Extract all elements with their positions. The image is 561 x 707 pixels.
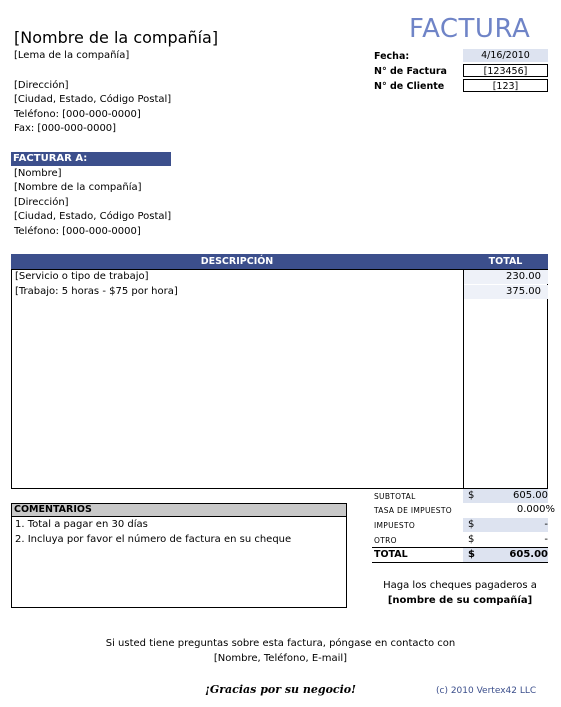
- subtotal-value: 605.00: [513, 490, 548, 501]
- copyright-link[interactable]: (c) 2010 Vertex42 LLC: [436, 686, 537, 696]
- comments-header: COMENTARIOS: [11, 503, 347, 517]
- other-label: OTRO: [374, 536, 397, 545]
- item-amount[interactable]: 230.00: [506, 271, 541, 282]
- total-bottom-rule: [372, 562, 548, 563]
- bill-to-phone: Teléfono: [000-000-0000]: [14, 226, 141, 237]
- item-description[interactable]: [Servicio o tipo de trabajo]: [15, 271, 149, 282]
- bill-to-address: [Dirección]: [14, 197, 69, 208]
- company-address: [Dirección]: [14, 80, 69, 91]
- tax-rate-label: TASA DE IMPUESTO: [374, 506, 452, 515]
- items-table-header: [11, 254, 548, 269]
- footer-contact: [Nombre, Teléfono, E-mail]: [213, 653, 348, 664]
- company-slogan: [Lema de la compañía]: [14, 50, 130, 61]
- tax-shade: [463, 518, 548, 532]
- items-table: [11, 269, 548, 489]
- invoice-title: FACTURA: [409, 14, 531, 44]
- column-divider: [463, 270, 464, 488]
- invoice-number-field[interactable]: [123456]: [463, 64, 548, 77]
- total-label: TOTAL: [374, 549, 408, 560]
- company-city: [Ciudad, Estado, Código Postal]: [14, 94, 172, 105]
- date-label: Fecha:: [374, 51, 410, 62]
- bill-to-company: [Nombre de la compañía]: [14, 182, 142, 193]
- subtotal-currency: $: [468, 490, 475, 501]
- item-amount[interactable]: 375.00: [506, 286, 541, 297]
- other-currency: $: [468, 534, 475, 545]
- bill-to-city: [Ciudad, Estado, Código Postal]: [14, 211, 172, 222]
- company-name: [Nombre de la compañía]: [14, 28, 219, 47]
- tax-label: IMPUESTO: [374, 521, 416, 530]
- comments-box[interactable]: [11, 516, 347, 608]
- bill-to-header: FACTURAR A:: [11, 152, 171, 166]
- company-phone: Teléfono: [000-000-0000]: [14, 109, 141, 120]
- invoice-number-label: N° de Factura: [374, 66, 447, 77]
- footer-question: Si usted tiene preguntas sobre esta factura, póngase en contacto con: [105, 638, 456, 649]
- tax-currency: $: [468, 519, 475, 530]
- item-description[interactable]: [Trabajo: 5 horas - $75 por hora]: [15, 286, 178, 297]
- client-number-field[interactable]: [123]: [463, 79, 548, 92]
- bill-to-name: [Nombre]: [14, 168, 62, 179]
- thank-you-message: ¡Gracias por su negocio!: [205, 683, 356, 696]
- checks-payable-company: [nombre de su compañía]: [387, 595, 533, 606]
- total-column-header: TOTAL: [488, 256, 523, 267]
- subtotal-label: SUBTOTAL: [374, 492, 416, 501]
- total-value: 605.00: [509, 549, 548, 560]
- checks-payable-text: Haga los cheques pagaderos a: [383, 580, 537, 591]
- other-value[interactable]: -: [544, 534, 548, 545]
- tax-rate-value[interactable]: 0.000%: [516, 504, 555, 515]
- comment-line: 2. Incluya por favor el número de factura en su cheque: [15, 534, 292, 545]
- client-number-label: N° de Cliente: [374, 81, 445, 92]
- description-column-header: DESCRIPCIÓN: [200, 256, 274, 267]
- company-fax: Fax: [000-000-0000]: [14, 123, 117, 134]
- tax-value: -: [544, 519, 548, 530]
- date-value[interactable]: 4/16/2010: [463, 49, 548, 62]
- total-currency: $: [468, 549, 475, 560]
- comment-line: 1. Total a pagar en 30 días: [15, 519, 148, 530]
